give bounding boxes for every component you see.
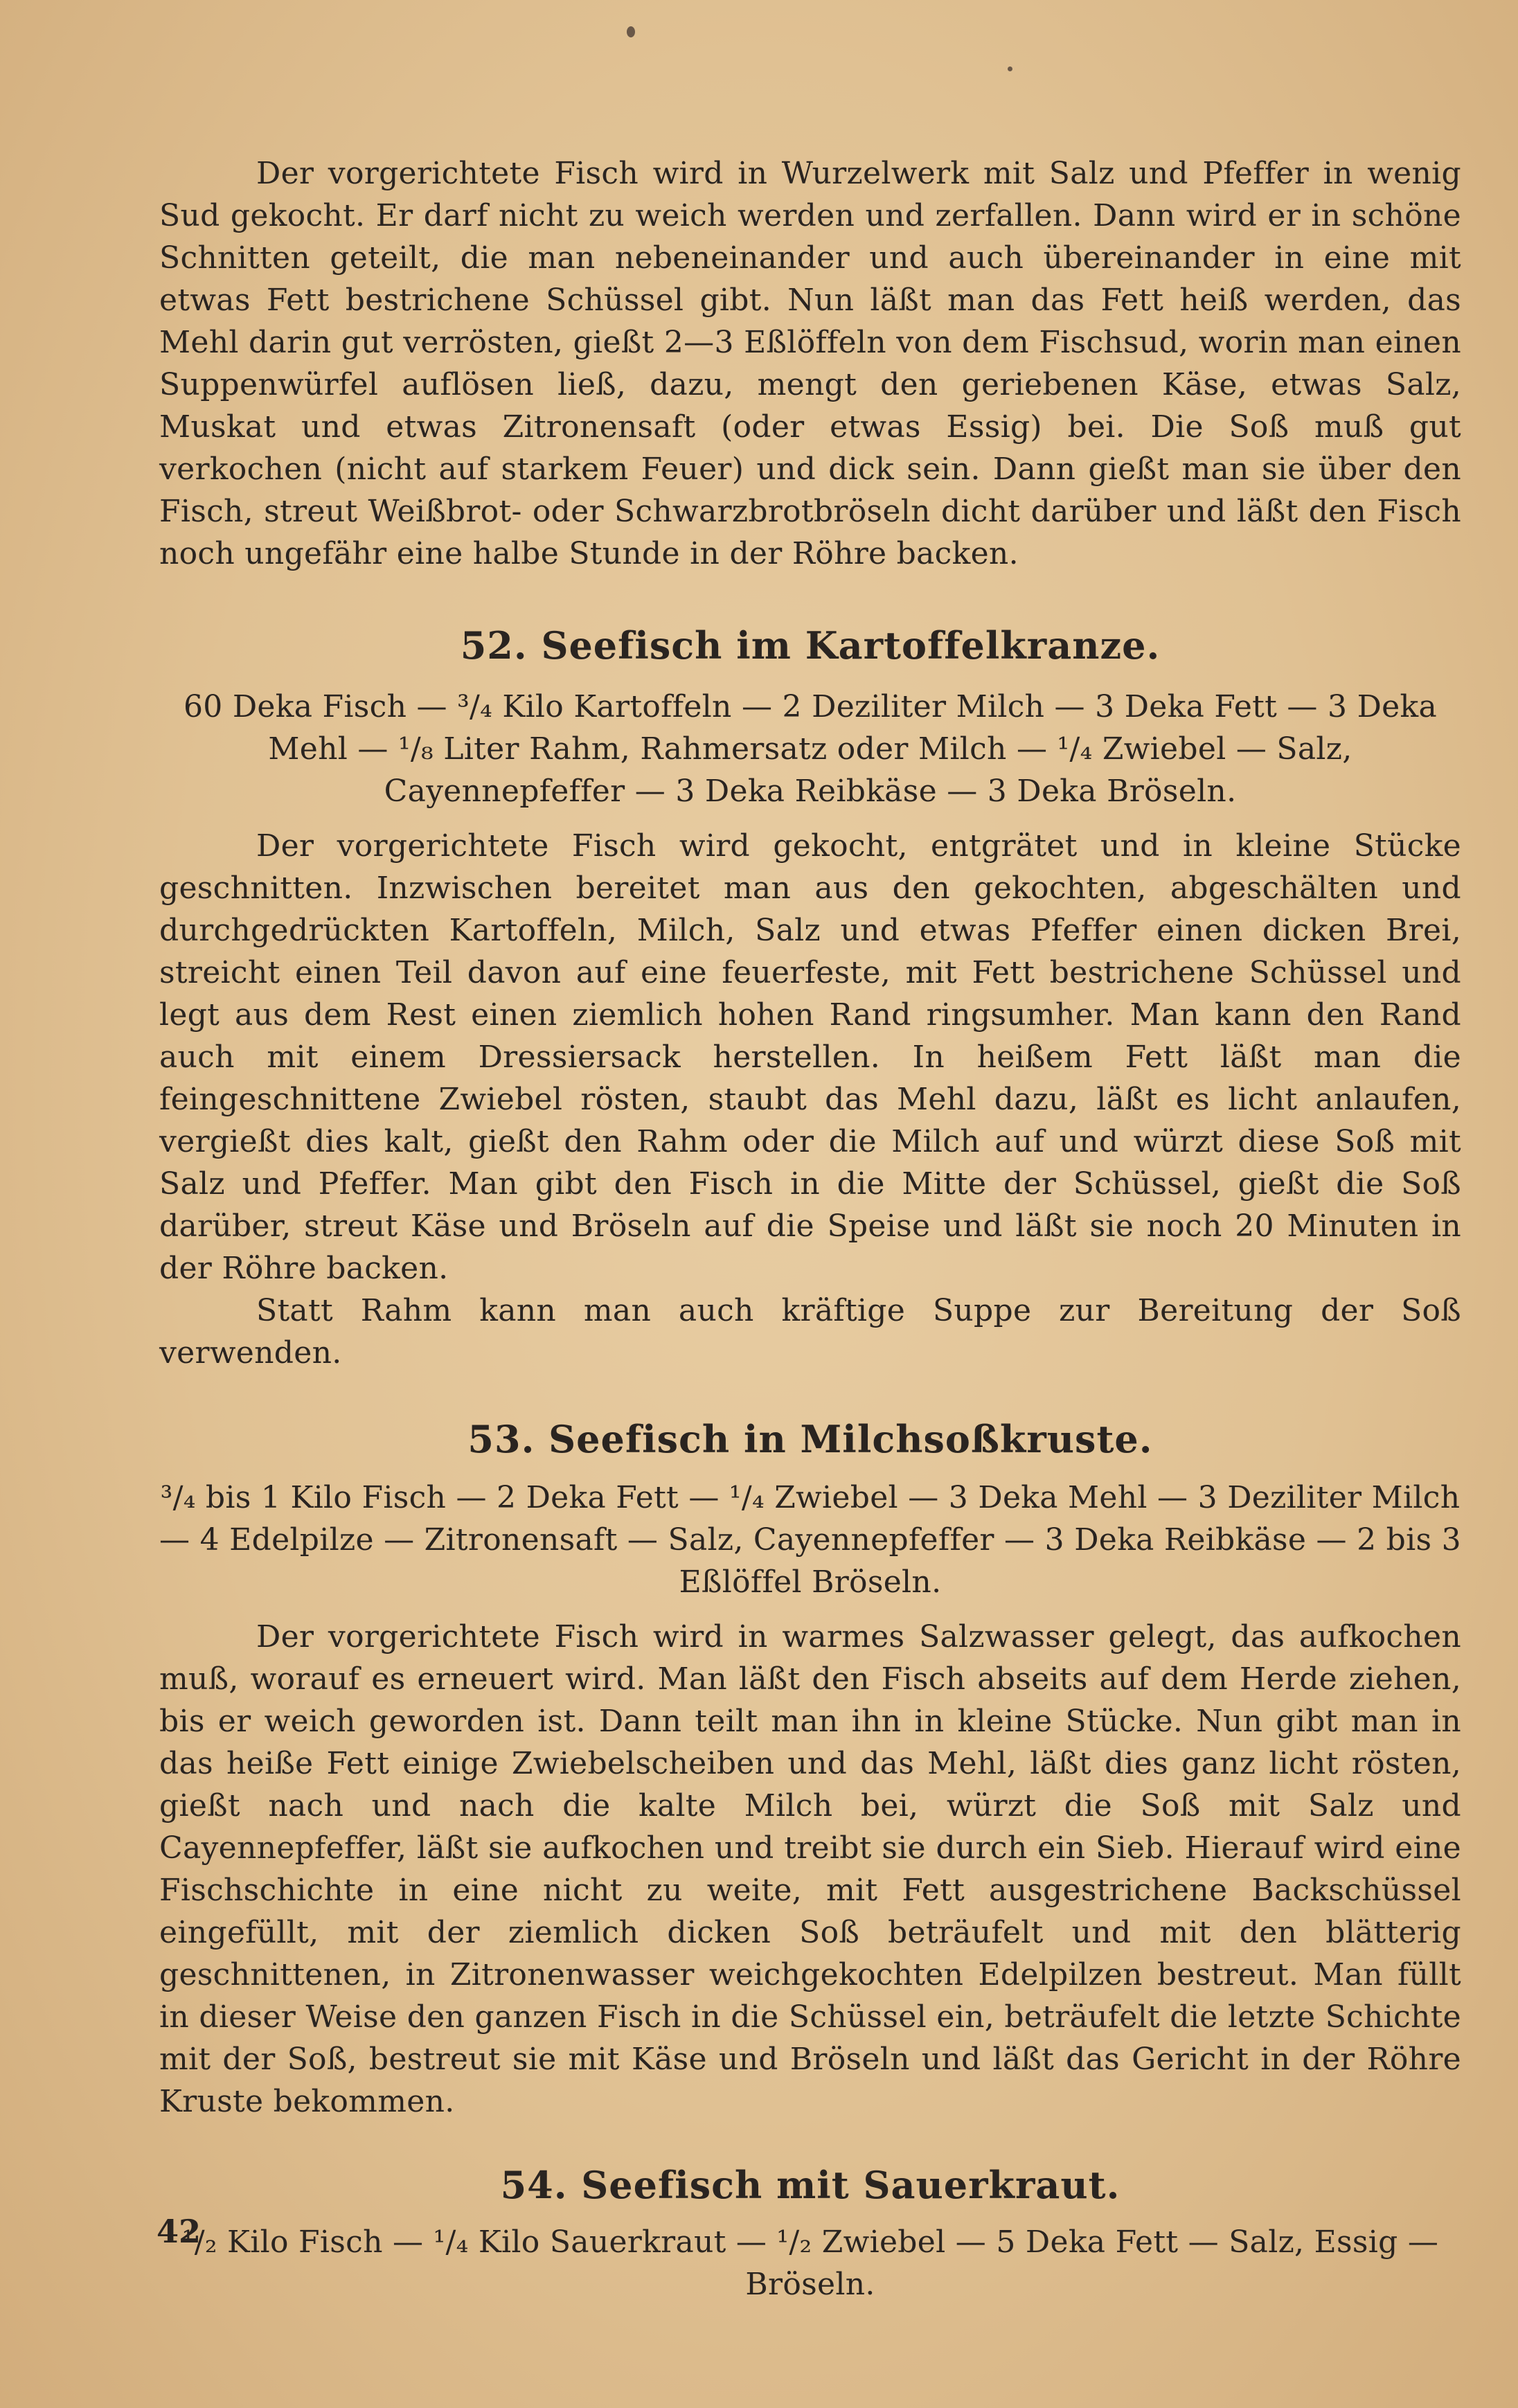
recipe-54-ingredients: ¹/₂ Kilo Fisch — ¹/₄ Kilo Sauerkraut — ¹/₂ Zwiebel — 5 Deka Fett — Salz, Essig — Bröseln. [181, 2224, 1439, 2302]
recipe-53-instructions: Der vorgerichtete Fisch wird in warmes Salzwasser gelegt, das aufkochen muß, worauf es erneuert wird. Man läßt den Fisch abseits auf dem Herde ziehen, bis er weich geworden ist. Dann teilt man ihn in kleine Stücke. Nun gibt man in das heiße Fett einige Zwiebelscheiben und das Mehl, läßt dies ganz licht rösten, gießt nach und nach die kalte Milch bei, würzt die Soß mit Salz und Cayennepfeffer, läßt sie aufkochen und treibt sie durch ein Sieb. Hierauf wird eine Fischschichte in eine nicht zu weite, mit Fett ausgestrichene Backschüssel eingefüllt, mit der ziemlich dicken Soß beträufelt und mit den blätterig geschnittenen, in Zitronenwasser weichgekochten Edelpilzen bestreut. Man füllt in dieser Weise den ganzen Fisch in die Schüssel ein, beträufelt die letzte Schichte mit der Soß, bestreut sie mit Käse und Bröseln und läßt das Gericht in der Röhre Kruste bekommen. [159, 1619, 1461, 2119]
recipe-53-ingredients: ³/₄ bis 1 Kilo Fisch — 2 Deka Fett — ¹/₄ Zwiebel — 3 Deka Mehl — 3 Deziliter Milch — 4 Edelpilze — Zitronensaft — Salz, Cayennepfeffer — 3 Deka Reibkäse — 2 bis 3 Eßlöffel Bröseln. [159, 1480, 1461, 1600]
page-content [159, 152, 1461, 2306]
recipe-54-title: 54. Seefisch mit Sauerkraut. [500, 2163, 1120, 2207]
paper-blemish [627, 26, 635, 37]
intro-paragraph: Der vorgerichtete Fisch wird in Wurzelwerk mit Salz und Pfeffer in wenig Sud gekocht. Er darf nicht zu weich werden und zerfallen. Dann wird er in schöne Schnitten geteilt, die man nebeneinander und auch übereinander in eine mit etwas Fett bestrichene Schüssel gibt. Nun läßt man das Fett heiß werden, das Mehl darin gut verrösten, gießt 2—3 Eßlöffeln von dem Fischsud, worin man einen Suppenwürfel auflösen ließ, dazu, mengt den geriebenen Käse, etwas Salz, Muskat und etwas Zitronensaft (oder etwas Essig) bei. Die Soß muß gut verkochen (nicht auf starkem Feuer) und dick sein. Dann gießt man sie über den Fisch, streut Weißbrot- oder Schwarzbrotbröseln dicht darüber und läßt den Fisch noch ungefähr eine halbe Stunde in der Röhre backen. [159, 156, 1461, 571]
page-number: 42 [157, 2213, 202, 2250]
recipe-52-instructions: Der vorgerichtete Fisch wird gekocht, entgrätet und in kleine Stücke geschnitten. Inzwischen bereitet man aus den gekochten, abgeschälten und durchgedrückten Kartoffeln, Milch, Salz und etwas Pfeffer einen dicken Brei, streicht einen Teil davon auf eine feuerfeste, mit Fett bestrichene Schüssel und legt aus dem Rest einen ziemlich hohen Rand ringsumher. Man kann den Rand auch mit einem Dressiersack herstellen. In heißem Fett läßt man die feingeschnittene Zwiebel rösten, staubt das Mehl dazu, läßt es licht anlaufen, vergießt dies kalt, gießt den Rahm oder die Milch auf und würzt diese Soß mit Salz und Pfeffer. Man gibt den Fisch in die Mitte der Schüssel, gießt die Soß darüber, streut Käse und Bröseln auf die Speise und läßt sie noch 20 Minuten in der Röhre backen. [159, 828, 1461, 1286]
recipe-52-ingredients: 60 Deka Fisch — ³/₄ Kilo Kartoffeln — 2 Deziliter Milch — 3 Deka Fett — 3 Deka Mehl — ¹/₈ Liter Rahm, Rahmersatz oder Milch — ¹/₄ Zwiebel — Salz, Cayennepfeffer — 3 Deka Reibkäse — 3 Deka Bröseln. [183, 689, 1438, 809]
recipe-52-note: Statt Rahm kann man auch kräftige Suppe zur Bereitung der Soß verwenden. [159, 1293, 1461, 1371]
recipe-53-title: 53. Seefisch in Milchsoßkruste. [467, 1417, 1153, 1461]
recipe-52-title: 52. Seefisch im Kartoffelkranze. [460, 623, 1161, 668]
paper-blemish [1008, 66, 1012, 71]
